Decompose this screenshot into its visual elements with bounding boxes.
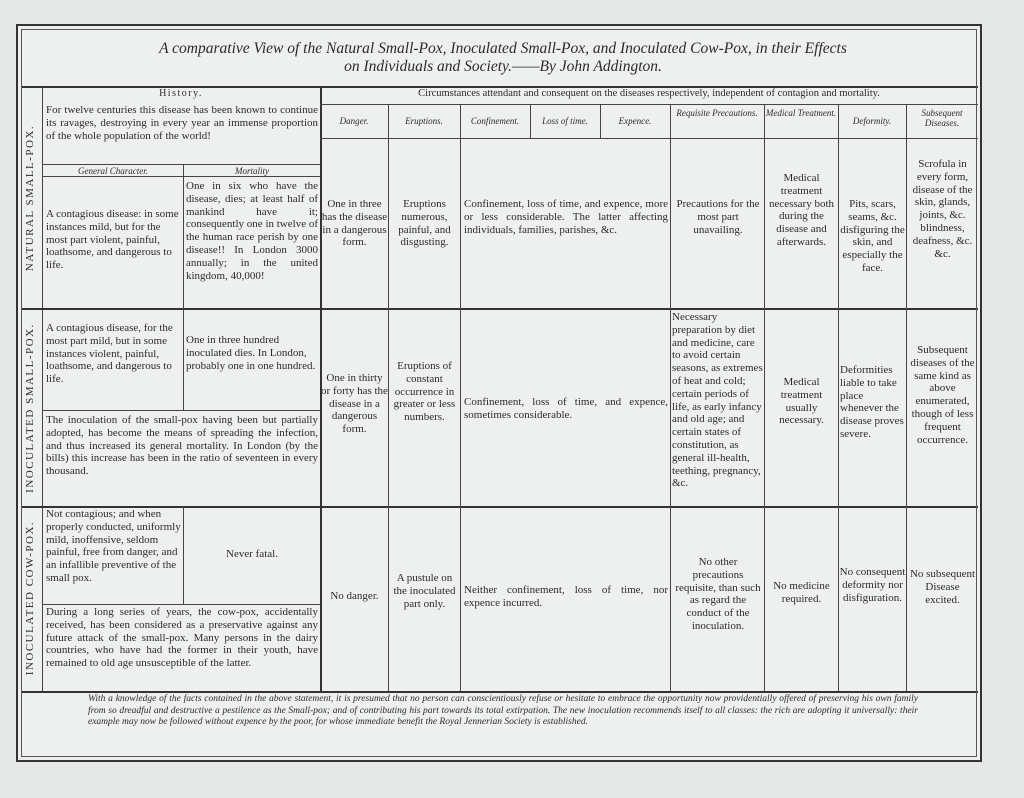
cowpox-medical: No medicine required. — [773, 580, 830, 605]
natural-precautions: Precautions for the most part unavailing. — [676, 198, 760, 236]
inoculated-subsequent: Subsequent diseases of the same kind as above enumerated, though of less frequent occurrence. — [910, 344, 975, 446]
rule-char-header — [42, 176, 320, 177]
rule-col-eruptions — [460, 104, 461, 691]
header-history: History. — [159, 88, 203, 99]
inoculated-danger: One in thirty or forty has the disease in a dangerous form. — [321, 372, 388, 436]
inoculated-character: A contagious disease, for the most part mild, but in some instances violent, painful, loathsome, and dangerous to life. — [46, 322, 173, 386]
rule-row-1 — [22, 308, 978, 310]
header-expence: Expence. — [618, 116, 652, 126]
header-mortality: Mortality — [235, 166, 269, 176]
inoculated-mortality: One in three hundred inoculated dies. In London, probably one in one hundred. — [186, 334, 316, 372]
row-label-cowpox: INOCULATED COW-POX. — [24, 520, 36, 676]
header-circumstances: Circumstances attendant and consequent on the diseases respectively, independent of contagion and mortality. — [418, 88, 880, 99]
rule-row-3-split — [42, 604, 320, 605]
title-line-1: A comparative View of the Natural Small-Pox, Inoculated Small-Pox, and Inoculated Cow-Pox, in their Effects — [159, 40, 847, 57]
document-title — [58, 40, 948, 80]
rule-history-row — [42, 164, 320, 165]
inoculated-medical: Medical treatment usually necessary. — [779, 376, 824, 427]
row-label-natural: NATURAL SMALL-POX. — [24, 124, 36, 272]
inoculated-deformity: Deformities liable to take place whenever the disease proves severe. — [840, 364, 904, 440]
inoculated-confinement: Confinement, loss of time, and expence, sometimes considerable. — [464, 396, 668, 421]
header-loss-of-time: Loss of time. — [542, 116, 588, 126]
header-general-character: General Character. — [78, 166, 148, 176]
header-medical-treatment: Medical Treatment. — [765, 108, 837, 118]
inoculated-eruptions: Eruptions of constant occurrence in greater or less numbers. — [393, 360, 456, 424]
rule-row-2-split — [42, 410, 320, 411]
title-line-2: on Individuals and Society.——By John Addington. — [344, 58, 662, 75]
header-deformity: Deformity. — [852, 116, 892, 126]
cowpox-history: During a long series of years, the cow-pox, accidentally received, has been considered as a preservative against any future attack of the small-pox. Many persons in the dairy countries, who have had the former in their youth, have remained to old age unsusceptible of the latter. — [46, 606, 318, 670]
rule-row-3 — [22, 691, 978, 693]
cowpox-precautions: No other precautions requisite, than such as regard the conduct of the inoculation. — [675, 556, 761, 632]
cowpox-subsequent: No subsequent Disease excited. — [909, 568, 976, 606]
header-eruptions: Eruptions. — [405, 116, 443, 126]
natural-confinement: Confinement, loss of time, and expence, more or less considerable. The latter affecting individuals, families, parishes, &c. — [464, 198, 668, 236]
rule-col-expence — [670, 104, 671, 691]
cowpox-deformity: No consequent deformity nor disfiguration. — [839, 566, 906, 604]
natural-eruptions: Eruptions numerous, painful, and disgusting. — [398, 198, 451, 249]
rule-char-mort-2 — [183, 308, 184, 410]
natural-subsequent: Scrofula in every form, disease of the skin, glands, joints, &c. blindness, deafness, &c. &c. — [912, 158, 973, 260]
inoculated-history: The inoculation of the small-pox having been but partially adopted, has become the means of spreading the infection, and thus increased its general mortality. In London (by the bills) this increase has been in the ratio of seventeen in every thousand. — [46, 414, 318, 478]
natural-history: For twelve centuries this disease has been known to continue its ravages, destroying in every year an immense proportion of the whole population of the world! — [46, 104, 318, 142]
cowpox-mortality: Never fatal. — [226, 548, 278, 560]
cowpox-character: Not contagious; and when properly conducted, uniformly mild, inoffensive, seldom painful, free from danger, and an infallible preventive of the small pox. — [46, 508, 181, 584]
inoculated-precautions: Necessary preparation by diet and medicine, care to avoid certain seasons, as extremes of heat and cold; certain periods of life, as early infancy and old age; and certain states of constitution, as general ill-health, teething, pregnancy, &c. — [672, 311, 763, 490]
rule-col-headers — [320, 138, 978, 139]
natural-medical: Medical treatment necessary both during the disease and afterwards. — [768, 172, 835, 248]
footer-statement: With a knowledge of the facts contained in the above statement, it is presumed that no person can conscientiously refuse or hesitate to embrace the opportunity now providentially offered of preserving his own family from so dreadful and destructive a pestilence as the Small-pox; and of contributing his part towards its total extirpation. The new inoculation recommends itself to all classes: the rich are adopting it universally: their example may now be followed without expence by the poor, for whose immediate benefit the Royal Jennerian Society is established. — [88, 694, 918, 727]
rule-circ-header — [320, 104, 978, 105]
broadsheet — [16, 24, 982, 762]
natural-deformity: Pits, scars, seams, &c. disfiguring the skin, and especially the face. — [840, 198, 905, 274]
header-confinement: Confinement. — [470, 116, 520, 126]
natural-danger: One in three has the disease in a dangerous form. — [321, 198, 388, 249]
cowpox-danger: No danger. — [330, 590, 379, 602]
rule-char-mort-1 — [183, 164, 184, 308]
header-danger: Danger. — [339, 116, 369, 126]
cowpox-eruptions: A pustule on the inoculated part only. — [393, 572, 456, 610]
natural-character: A contagious disease: in some instances mild, but for the most part violent, painful, loathsome, and dangerous to life. — [46, 208, 179, 272]
cowpox-confinement: Neither confinement, loss of time, nor expence incurred. — [464, 584, 668, 609]
natural-mortality: One in six who have the disease, dies; at least half of mankind have it; consequently one in twelve of the human race perish by one disease!! In London 3000 annually; in the united kingdom, 40,000! — [186, 180, 318, 282]
header-requisite-precautions: Requisite Precautions. — [676, 108, 758, 118]
header-subsequent-diseases: Subsequent Diseases. — [921, 108, 963, 128]
row-label-inoculated: INOCULATED SMALL-POX. — [24, 323, 36, 493]
